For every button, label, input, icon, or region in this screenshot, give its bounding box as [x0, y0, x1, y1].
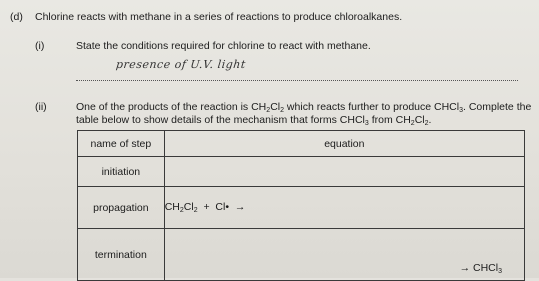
table-row-termination: [78, 229, 525, 281]
step-propagation: propagation: [78, 187, 165, 229]
table-row-initiation: [78, 157, 525, 187]
header-equation: equation: [164, 131, 524, 157]
part-d-label: (d): [10, 11, 23, 23]
part-ii-line-1: One of the products of the reaction is $CH_2Cl_2$ which reacts further to produce CHCl$_3$. Complete the: [76, 101, 532, 114]
header-name-of-step: name of step: [78, 131, 165, 157]
table-row-propagation: [78, 187, 525, 229]
handwritten-answer: presence of U.V. light: [115, 58, 247, 71]
answer-dotted-line[interactable]: [76, 80, 518, 81]
part-ii-label: (ii): [35, 101, 47, 113]
table-header-row: [78, 131, 525, 157]
equation-cell-initiation[interactable]: [164, 157, 524, 187]
mechanism-table: [77, 130, 525, 281]
part-i-label: (i): [35, 40, 45, 52]
equation-cell-propagation[interactable]: $CH_2Cl_2$ + Cl• →: [164, 187, 524, 229]
part-d-text: Chlorine reacts with methane in a series of reactions to produce chloroalkanes.: [35, 11, 403, 23]
termination-product: → CHCl$_3$: [459, 262, 502, 275]
step-termination: termination: [78, 229, 165, 281]
part-ii-line-2: table below to show details of the mechanism that forms CHCl$_3$ from $CH_2Cl_2$.: [76, 114, 432, 127]
part-i-question: State the conditions required for chlorine to react with methane.: [76, 40, 371, 52]
step-initiation: initiation: [78, 157, 165, 187]
equation-cell-termination[interactable]: [164, 229, 524, 281]
